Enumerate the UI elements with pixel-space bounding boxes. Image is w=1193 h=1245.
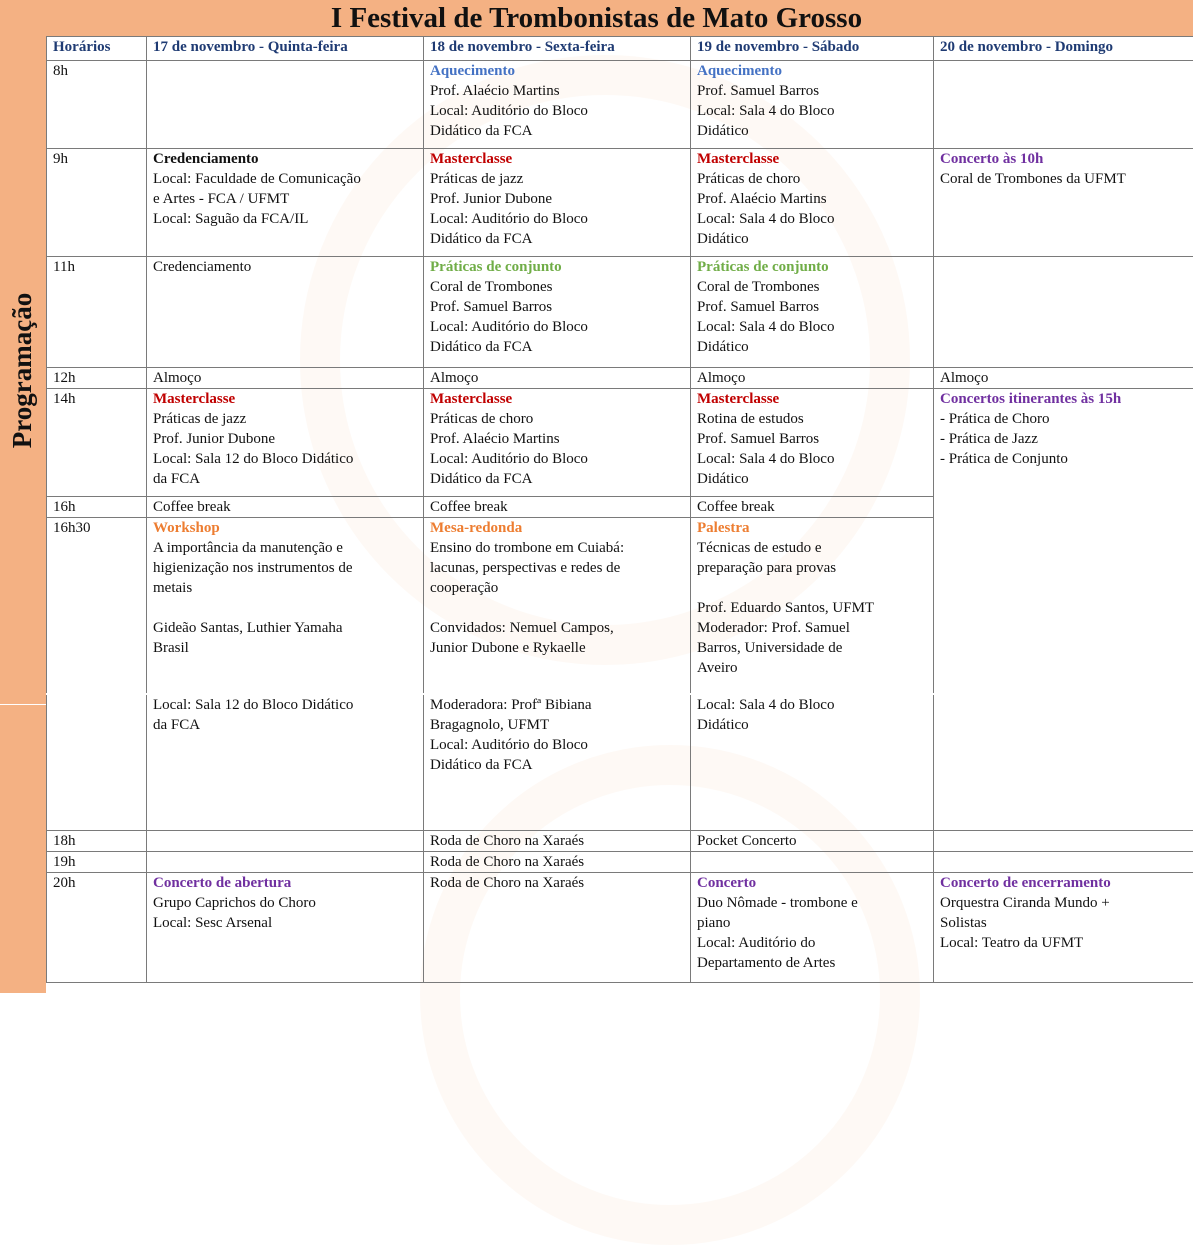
cell-17 [147,518,424,694]
cell-19: Almoço [691,368,934,389]
activity-title: Práticas de conjunto [430,257,690,277]
cell-18 [424,61,691,149]
activity-title: Concerto às 10h [940,149,1193,169]
cell-17 [147,852,424,873]
table-row [47,694,1193,831]
cell-line: Prof. Alaécio Martins [697,189,933,209]
table-row [47,61,1193,149]
table-row [47,873,1193,983]
cell-19 [691,852,934,873]
cell-17 [147,389,424,497]
cell-19 [691,61,934,149]
cell-18 [424,873,691,983]
cell-line: lacunas, perspectivas e redes de [430,558,690,578]
column-header: 19 de novembro - Sábado [691,37,934,61]
cell-line: Práticas de jazz [430,169,690,189]
activity-title: Práticas de conjunto [697,257,933,277]
cell-line: Coral de Trombones da UFMT [940,169,1193,189]
cell-line: Práticas de choro [697,169,933,189]
cell-line: Local: Auditório do Bloco [430,209,690,229]
cell-line: Departamento de Artes [697,953,933,973]
cell-line: Técnicas de estudo e [697,538,933,558]
cell-line: da FCA [153,715,423,735]
cell-19 [691,257,934,368]
cell-line: Roda de Choro na Xaraés [430,873,690,893]
cell-line: Local: Saguão da FCA/IL [153,209,423,229]
time-cell: 18h [47,831,147,852]
cell-line: Local: Auditório do Bloco [430,735,690,755]
cell-line: Didático [697,715,933,735]
cell-20 [934,61,1193,149]
cell-line: Barros, Universidade de [697,638,933,658]
cell-line: Prof. Samuel Barros [697,81,933,101]
cell-20 [934,873,1193,983]
cell-18 [424,694,691,831]
cell-line: cooperação [430,578,690,598]
cell-line: Local: Sala 12 do Bloco Didático [153,695,423,715]
cell-line: Local: Sala 4 do Bloco [697,317,933,337]
cell-17 [147,831,424,852]
activity-title: Concerto [697,873,933,893]
activity-title: Masterclasse [153,389,423,409]
cell-line: Prof. Junior Dubone [153,429,423,449]
cell-18: Roda de Choro na Xaraés [424,852,691,873]
cell-17 [147,257,424,368]
cell-line: Prof. Alaécio Martins [430,81,690,101]
table-row [47,149,1193,257]
cell-18 [424,257,691,368]
cell-line: Prof. Junior Dubone [430,189,690,209]
cell-20: Almoço [934,368,1193,389]
cell-line: Didático da FCA [430,755,690,775]
time-cell: 19h [47,852,147,873]
cell-line: Ensino do trombone em Cuiabá: [430,538,690,558]
activity-title: Masterclasse [430,149,690,169]
time-cell: 12h [47,368,147,389]
cell-18: Almoço [424,368,691,389]
cell-17 [147,873,424,983]
cell-18 [424,518,691,694]
activity-title: Aquecimento [430,61,690,81]
column-header: 17 de novembro - Quinta-feira [147,37,424,61]
cell-18 [424,389,691,497]
cell-line: Coral de Trombones [697,277,933,297]
column-header: Horários [47,37,147,61]
activity-title: Aquecimento [697,61,933,81]
activity-title: Concertos itinerantes às 15h [940,389,1193,409]
cell-line: Credenciamento [153,257,423,277]
table-row [47,852,1193,873]
cell-19 [691,873,934,983]
cell-line: da FCA [153,469,423,489]
cell-line: Didático [697,121,933,141]
cell-line: Local: Sala 4 do Bloco [697,101,933,121]
cell-line: preparação para provas [697,558,933,578]
activity-title: Concerto de abertura [153,873,423,893]
cell-line: Prof. Alaécio Martins [430,429,690,449]
cell-line: Junior Dubone e Rykaelle [430,638,690,658]
cell-line: Didático [697,337,933,357]
cell-line: higienização nos instrumentos de [153,558,423,578]
cell-line: Local: Auditório do Bloco [430,317,690,337]
cell-19 [691,518,934,694]
cell-line: Local: Sala 12 do Bloco Didático [153,449,423,469]
cell-line: Rotina de estudos [697,409,933,429]
cell-line: Convidados: Nemuel Campos, [430,618,690,638]
cell-19: Coffee break [691,497,934,518]
time-cell: 20h [47,873,147,983]
activity-title: Credenciamento [153,149,423,169]
cell-17 [147,61,424,149]
cell-17 [147,149,424,257]
cell-line: Didático [697,469,933,489]
cell-line: Bragagnolo, UFMT [430,715,690,735]
cell-line: Práticas de jazz [153,409,423,429]
table-row [47,257,1193,368]
cell-20 [934,389,1193,694]
cell-line: - Prática de Jazz [940,429,1193,449]
cell-19 [691,389,934,497]
cell-line: Local: Auditório do Bloco [430,449,690,469]
cell-line: Grupo Caprichos do Choro [153,893,423,913]
time-cell: 11h [47,257,147,368]
cell-line: Didático da FCA [430,229,690,249]
cell-17 [147,694,424,831]
cell-line: Local: Sala 4 do Bloco [697,695,933,715]
activity-title: Palestra [697,518,933,538]
time-cell: 16h [47,497,147,518]
schedule-table [46,36,1193,983]
table-row [47,831,1193,852]
cell-line: Didático [697,229,933,249]
cell-20 [934,257,1193,368]
cell-line: Didático da FCA [430,337,690,357]
spacer [697,578,933,598]
cell-20 [934,852,1193,873]
cell-line: Gideão Santas, Luthier Yamaha [153,618,423,638]
cell-line: - Prática de Choro [940,409,1193,429]
cell-line: Duo Nômade - trombone e [697,893,933,913]
time-cell: 9h [47,149,147,257]
cell-line: Didático da FCA [430,469,690,489]
header-row [47,37,1193,61]
time-cell [47,694,147,831]
cell-20 [934,694,1193,831]
column-header: 20 de novembro - Domingo [934,37,1193,61]
cell-line: Moderador: Prof. Samuel [697,618,933,638]
page-title: I Festival de Trombonistas de Mato Grosso [0,2,1193,34]
cell-line: metais [153,578,423,598]
cell-17: Coffee break [147,497,424,518]
cell-line: e Artes - FCA / UFMT [153,189,423,209]
table-row [47,368,1193,389]
cell-line: Solistas [940,913,1193,933]
cell-line: Práticas de choro [430,409,690,429]
cell-line: - Prática de Conjunto [940,449,1193,469]
cell-20 [934,149,1193,257]
activity-title: Mesa-redonda [430,518,690,538]
cell-line: Prof. Samuel Barros [697,429,933,449]
cell-19: Pocket Concerto [691,831,934,852]
cell-line: Local: Sesc Arsenal [153,913,423,933]
activity-title: Workshop [153,518,423,538]
cell-line: Local: Sala 4 do Bloco [697,209,933,229]
cell-17: Almoço [147,368,424,389]
activity-title: Masterclasse [430,389,690,409]
spacer [430,598,690,618]
cell-line: Didático da FCA [430,121,690,141]
time-cell: 16h30 [47,518,147,694]
table-row [47,389,1193,497]
cell-line: Local: Auditório do [697,933,933,953]
cell-line: Prof. Samuel Barros [430,297,690,317]
cell-line: Local: Teatro da UFMT [940,933,1193,953]
cell-line: Coral de Trombones [430,277,690,297]
cell-19 [691,149,934,257]
time-cell: 14h [47,389,147,497]
side-label: Programação [0,36,46,704]
cell-line: Brasil [153,638,423,658]
cell-18 [424,149,691,257]
time-cell: 8h [47,61,147,149]
cell-line: Aveiro [697,658,933,678]
cell-line: Moderadora: Profª Bibiana [430,695,690,715]
side-band-bottom [0,705,46,993]
cell-20 [934,831,1193,852]
cell-18: Coffee break [424,497,691,518]
cell-line: A importância da manutenção e [153,538,423,558]
spacer [153,598,423,618]
cell-line: Local: Faculdade de Comunicação [153,169,423,189]
cell-line: Prof. Samuel Barros [697,297,933,317]
cell-line: Local: Sala 4 do Bloco [697,449,933,469]
activity-title: Concerto de encerramento [940,873,1193,893]
cell-line: Orquestra Ciranda Mundo + [940,893,1193,913]
cell-19 [691,694,934,831]
cell-line: Prof. Eduardo Santos, UFMT [697,598,933,618]
cell-line: piano [697,913,933,933]
cell-line: Local: Auditório do Bloco [430,101,690,121]
cell-18: Roda de Choro na Xaraés [424,831,691,852]
column-header: 18 de novembro - Sexta-feira [424,37,691,61]
activity-title: Masterclasse [697,149,933,169]
activity-title: Masterclasse [697,389,933,409]
